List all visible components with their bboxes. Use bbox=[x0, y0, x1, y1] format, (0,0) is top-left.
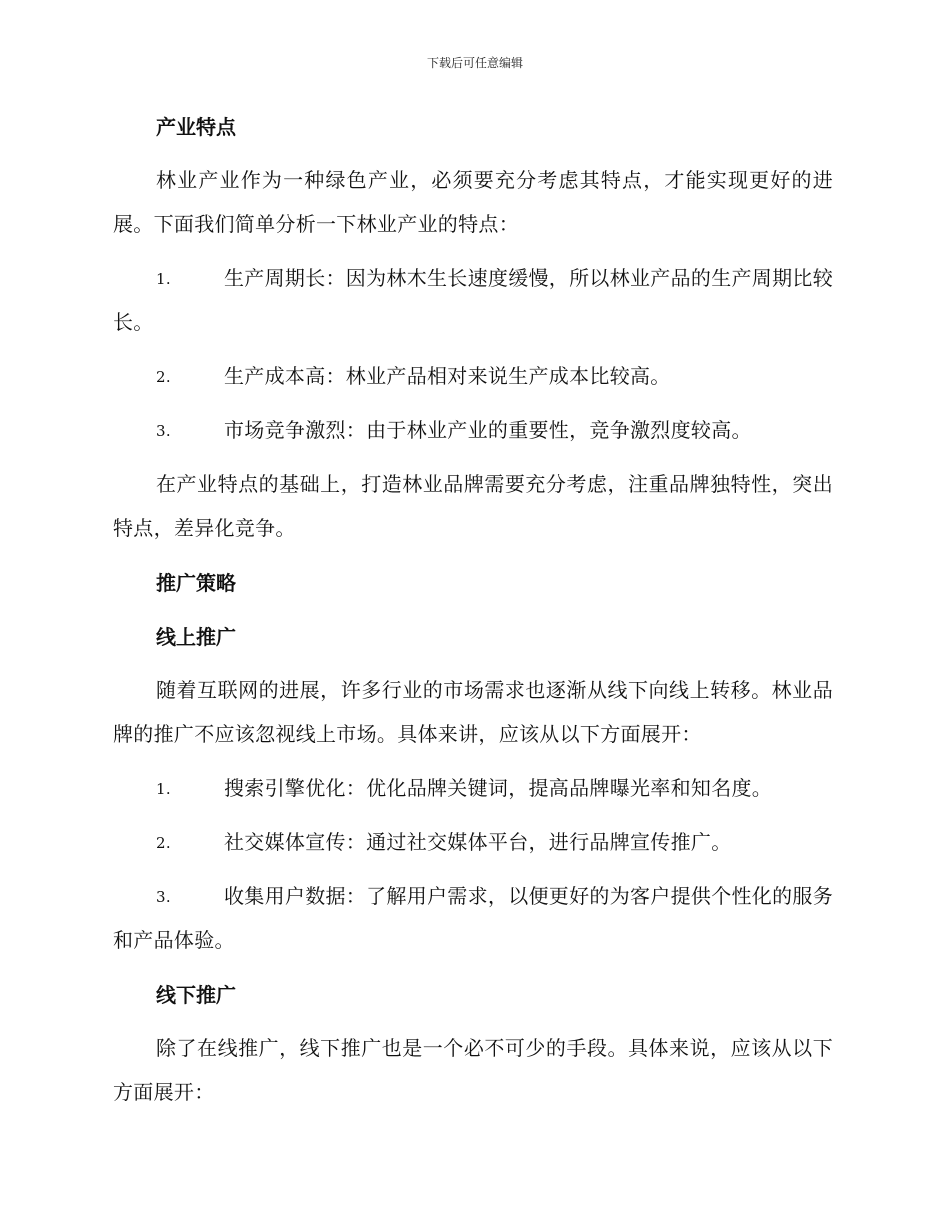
list-number: 2. bbox=[156, 368, 171, 386]
list-number: 1. bbox=[156, 270, 171, 288]
list-item bbox=[113, 256, 833, 344]
list-item-text: 收集用户数据：了解用户需求，以便更好的为客户提供个性化的服务和产品体验。 bbox=[113, 884, 833, 952]
list-item-text: 社交媒体宣传：通过社交媒体平台，进行品牌宣传推广。 bbox=[224, 830, 732, 854]
list-number: 1. bbox=[156, 780, 171, 798]
document-body bbox=[113, 104, 833, 1124]
paragraph-intro: 林业产业作为一种绿色产业，必须要充分考虑其特点，才能实现更好的进展。下面我们简单分析一下林业产业的特点： bbox=[113, 168, 833, 236]
section-heading-industry-features: 产业特点 bbox=[156, 115, 236, 139]
section-heading-online-promotion: 线上推广 bbox=[156, 625, 236, 649]
list-item bbox=[113, 820, 833, 864]
list-number: 3. bbox=[156, 888, 171, 906]
paragraph-offline-intro: 除了在线推广，线下推广也是一个必不可少的手段。具体来说，应该从以下方面展开： bbox=[113, 1036, 833, 1104]
list-item-text: 生产成本高：林业产品相对来说生产成本比较高。 bbox=[224, 364, 671, 388]
section-heading-offline-promotion: 线下推广 bbox=[156, 983, 236, 1007]
list-item bbox=[113, 354, 833, 398]
list-number: 2. bbox=[156, 834, 171, 852]
list-item-text: 市场竞争激烈：由于林业产业的重要性，竞争激烈度较高。 bbox=[224, 418, 752, 442]
list-item-text: 搜索引擎优化：优化品牌关键词，提高品牌曝光率和知名度。 bbox=[224, 776, 773, 800]
list-item-text: 生产周期长：因为林木生长速度缓慢，所以林业产品的生产周期比较长。 bbox=[113, 266, 833, 334]
list-number: 3. bbox=[156, 422, 171, 440]
paragraph-closing: 在产业特点的基础上，打造林业品牌需要充分考虑，注重品牌独特性，突出特点，差异化竞争。 bbox=[113, 472, 833, 540]
section-heading-promotion-strategy: 推广策略 bbox=[156, 571, 236, 595]
page-header: 下载后可任意编辑 bbox=[426, 56, 523, 70]
paragraph-online-intro: 随着互联网的进展，许多行业的市场需求也逐渐从线下向线上转移。林业品牌的推广不应该忽视线上市场。具体来讲，应该从以下方面展开： bbox=[113, 678, 833, 746]
list-item bbox=[113, 408, 833, 452]
list-item bbox=[113, 766, 833, 810]
list-item bbox=[113, 874, 833, 962]
